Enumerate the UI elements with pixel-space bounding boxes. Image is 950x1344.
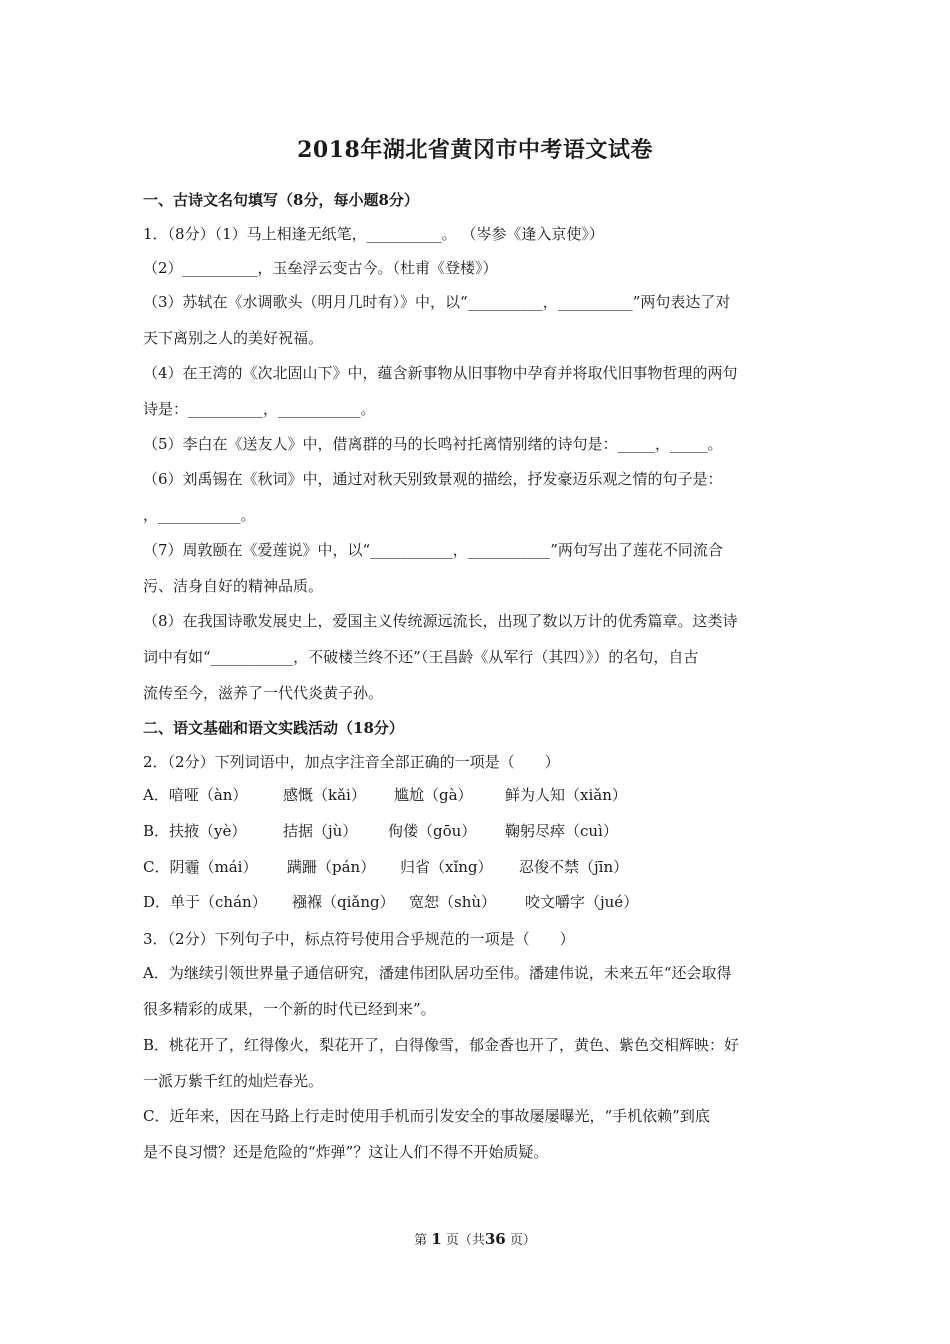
question-1: 1．（8分）（1）马上相逢无纸笔，__________。 （岑参《逢入京使》） [143, 225, 604, 243]
q2-option-d [143, 892, 813, 912]
question-1-7b: 污、洁身自好的精神品质。 [143, 577, 324, 595]
option-item: 咬文嚼字（jué） [525, 893, 639, 911]
footer-middle: 页（共 [445, 1233, 485, 1248]
question-1-7a: （7）周敦颐在《爱莲说》中，以“___________，___________”两句写出了莲花不同流合 [143, 541, 723, 559]
question-2: 2．（2分）下列词语中，加点字注音全部正确的一项是（ ） [143, 753, 560, 771]
option-item: A．喑哑（àn） [143, 786, 248, 804]
option-item: 蹒跚（pán） [287, 858, 376, 876]
page-number: 1 [431, 1230, 442, 1248]
footer-prefix: 第 [414, 1233, 428, 1248]
total-pages: 36 [484, 1230, 506, 1248]
section-heading-2: 二、语文基础和语文实践活动（18分） [143, 719, 404, 737]
footer-suffix: 页） [509, 1233, 536, 1248]
question-1-6a: （6）刘禹锡在《秋词》中，通过对秋天别致景观的描绘，抒发豪迈乐观之情的句子是： [143, 470, 723, 488]
option-item: 襁褓（qiǎng） [292, 893, 395, 911]
section-heading-1: 一、古诗文名句填写（8分，每小题8分） [143, 191, 419, 209]
question-1-3b: 天下离别之人的美好祝福。 [143, 329, 324, 347]
question-1-8b: 词中有如“___________，不破楼兰终不还”（王昌龄《从军行（其四）》）的名句，自古 [143, 648, 699, 666]
q2-option-c [143, 857, 813, 877]
page-title: 2018年湖北省黄冈市中考语文试卷 [297, 137, 653, 163]
question-3: 3．（2分）下列句子中，标点符号使用合乎规范的一项是（ ） [143, 930, 575, 948]
question-3-c2: 是不良习惯？还是危险的“炸弹”？这让人们不得不开始质疑。 [143, 1143, 549, 1161]
option-item: 鲜为人知（xiǎn） [505, 786, 627, 804]
question-1-3a: （3）苏轼在《水调歌头（明月几时有）》中，以“__________，__________”两句表达了对 [143, 293, 731, 311]
page-footer [0, 1229, 950, 1248]
option-item: 归省（xǐng） [400, 858, 493, 876]
option-item: 拮据（jù） [283, 822, 358, 840]
question-1-5: （5）李白在《送友人》中，借离群的马的长鸣衬托离情别绪的诗句是：_____，_____。 [143, 435, 723, 453]
question-3-a2: 很多精彩的成果，一个新的时代已经到来”。 [143, 1000, 436, 1018]
question-1-8a: （8）在我国诗歌发展史上，爱国主义传统源远流长，出现了数以万计的优秀篇章。这类诗 [143, 612, 738, 630]
option-item: 佝偻（gōu） [388, 822, 477, 840]
question-3-b2: 一派万紫千红的灿烂春光。 [143, 1072, 324, 1090]
option-item: 忍俊不禁（jīn） [519, 858, 629, 876]
question-1-4a: （4）在王湾的《次北固山下》中，蕴含新事物从旧事物中孕育并将取代旧事物哲理的两句 [143, 364, 738, 382]
option-item: B．扶掖（yè） [143, 822, 247, 840]
question-3-b1: B．桃花开了，红得像火，梨花开了，白得像雪，郁金香也开了，黄色、紫色交相辉映：好 [143, 1036, 740, 1054]
option-item: C．阴霾（mái） [143, 858, 258, 876]
question-1-4b: 诗是：__________，___________。 [143, 400, 376, 418]
question-1-8c: 流传至今，滋养了一代代炎黄子孙。 [143, 684, 384, 702]
option-item: 宽恕（shù） [409, 893, 497, 911]
option-item: D．单于（chán） [143, 893, 267, 911]
question-1-2: （2）__________，玉垒浮云变古今。（杜甫《登楼》） [143, 259, 498, 277]
question-1-6b: ，___________。 [143, 506, 256, 524]
q2-option-a [143, 785, 813, 805]
q2-option-b [143, 821, 813, 841]
question-3-c1: C．近年来，因在马路上行走时使用手机而引发安全的事故屡屡曝光，“手机依赖”到底 [143, 1107, 710, 1125]
option-item: 尴尬（gà） [394, 786, 473, 804]
option-item: 感慨（kǎi） [283, 786, 366, 804]
option-item: 鞠躬尽瘁（cuì） [505, 822, 618, 840]
question-3-a1: A．为继续引领世界量子通信研究，潘建伟团队居功至伟。潘建伟说，未来五年“还会取得 [143, 964, 732, 982]
